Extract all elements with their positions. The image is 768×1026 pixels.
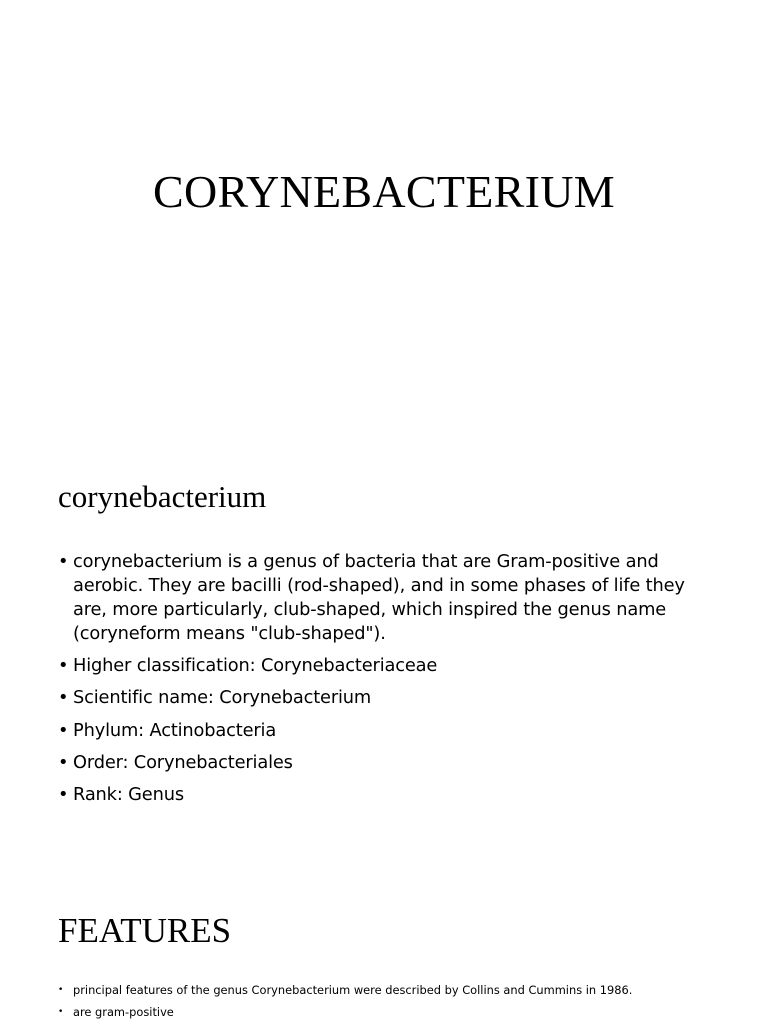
overview-slide (0, 432, 768, 864)
bullet-principal-features: • principal features of the genus Corynebacterium were described by Collins and Cummins in 1986. (58, 982, 738, 998)
bullet-higher-classification: • Higher classification: Corynebacteriaceae (58, 654, 718, 678)
bullet-rank: • Rank: Genus (58, 783, 718, 807)
bullet-scientific-name: • Scientific name: Corynebacterium (58, 686, 718, 710)
overview-heading: corynebacterium (58, 479, 267, 514)
bullet-gram-positive: • are gram-positive (58, 1004, 738, 1020)
bullet-genus-description: • corynebacterium is a genus of bacteria that are Gram-positive and aerobic. They are bacilli (rod-shaped), and in some phases of life they are, more particularly, club-shaped, which inspired the genus name (coryneform means "club-shaped"). (58, 550, 718, 646)
overview-bullet-list (58, 550, 718, 815)
bullet-phylum: • Phylum: Actinobacteria (58, 719, 718, 743)
features-bullet-list (58, 982, 738, 1026)
title-slide (0, 0, 768, 432)
bullet-order: • Order: Corynebacteriales (58, 751, 718, 775)
features-heading: FEATURES (58, 911, 232, 950)
features-slide (0, 864, 768, 1024)
presentation-title: CORYNEBACTERIUM (153, 166, 615, 217)
